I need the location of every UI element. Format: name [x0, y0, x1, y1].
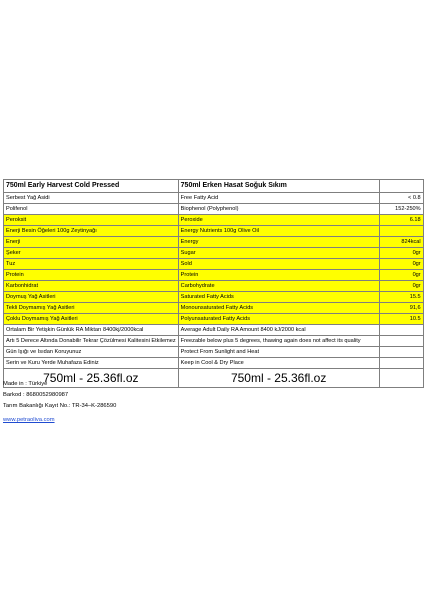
cell-english: Average Adult Daily RA Amount 8400 kJ/2000 kcal — [178, 325, 379, 336]
cell-value: 152-250% — [379, 204, 423, 215]
cell-english: Energy — [178, 237, 379, 248]
cell-turkish: Protein — [4, 270, 179, 281]
table-row — [4, 193, 424, 204]
cell-english: Keep in Cool & Dry Place — [178, 358, 379, 369]
cell-english: Freezable below plus 5 degrees, thawing again does not affect its quality — [178, 336, 379, 347]
cell-english: Saturated Fatty Acids — [178, 292, 379, 303]
table-row — [4, 226, 424, 237]
table-row — [4, 204, 424, 215]
table-row — [4, 270, 424, 281]
cell-turkish: Gün Işığı ve Isıdan Koruyunuz — [4, 347, 179, 358]
cell-english: Peroxide — [178, 215, 379, 226]
cell-value: 0gr — [379, 270, 423, 281]
cell-turkish: Doymuş Yağ Asitleri — [4, 292, 179, 303]
cell-english: Energy Nutrients 100g Olive Oil — [178, 226, 379, 237]
barcode-text: Barkod : 8680052980987 — [3, 392, 69, 398]
cell-english: Biophenol (Polyphenol) — [178, 204, 379, 215]
header-english: 750ml Erken Hasat Soğuk Sıkım — [178, 180, 379, 193]
cell-english: Protect From Sunlight and Heat — [178, 347, 379, 358]
cell-value: 15.5 — [379, 292, 423, 303]
table-row — [4, 336, 424, 347]
cell-turkish: Serbest Yağ Asidi — [4, 193, 179, 204]
cell-turkish: Tekli Doymamış Yağ Asitleri — [4, 303, 179, 314]
cell-turkish: Enerji Besin Öğeleri 100g Zeytinyağı — [4, 226, 179, 237]
table-row — [4, 281, 424, 292]
cell-turkish: Peroksit — [4, 215, 179, 226]
table-row — [4, 358, 424, 369]
header-value — [379, 180, 423, 193]
cell-value: 0gr — [379, 281, 423, 292]
cell-value — [379, 325, 423, 336]
table-row — [4, 347, 424, 358]
table-row — [4, 237, 424, 248]
table-row — [4, 248, 424, 259]
cell-value: 0gr — [379, 248, 423, 259]
volume-english: 750ml - 25.36fl.oz — [178, 369, 379, 388]
table-row — [4, 303, 424, 314]
cell-english: Free Fatty Acid — [178, 193, 379, 204]
registration-text: Tarım Bakanlığı Kayıt No.: TR-34–K-286590 — [3, 403, 117, 409]
cell-value: 91,6 — [379, 303, 423, 314]
cell-turkish: Enerji — [4, 237, 179, 248]
cell-english: Polyunsaturated Fatty Acids — [178, 314, 379, 325]
cell-english: Carbohydrate — [178, 281, 379, 292]
table-header-row — [4, 180, 424, 193]
cell-value — [379, 336, 423, 347]
cell-turkish: Karbonhidrat — [4, 281, 179, 292]
cell-value: 10.5 — [379, 314, 423, 325]
cell-value: < 0.8 — [379, 193, 423, 204]
cell-english: Protein — [178, 270, 379, 281]
cell-value — [379, 358, 423, 369]
table-row — [4, 325, 424, 336]
cell-turkish: Ortalam Bir Yetişkin Günlük RA Miktarı 8400kj/2000kcal — [4, 325, 179, 336]
volume-empty — [379, 369, 423, 388]
cell-turkish: Serin ve Kuru Yerde Muhafaza Ediniz — [4, 358, 179, 369]
table-row — [4, 215, 424, 226]
volume-turkish: 750ml - 25.36fl.oz — [4, 369, 179, 388]
cell-turkish: Tuz — [4, 259, 179, 270]
nutrition-table — [3, 179, 424, 388]
cell-value: 0gr — [379, 259, 423, 270]
table-row — [4, 314, 424, 325]
table-row — [4, 259, 424, 270]
cell-value — [379, 347, 423, 358]
cell-turkish: Artı 5 Derece Altında Donabilir Tekrar Çözülmesi Kalitesini Etkilemez — [4, 336, 179, 347]
cell-turkish: Çoklu Doymamış Yağ Asitleri — [4, 314, 179, 325]
cell-english: Sugar — [178, 248, 379, 259]
origin-text: Made in : Türkiye — [3, 381, 48, 387]
cell-turkish: Şeker — [4, 248, 179, 259]
cell-english: Sold — [178, 259, 379, 270]
cell-value — [379, 226, 423, 237]
cell-english: Monounsaturated Fatty Acids — [178, 303, 379, 314]
table-row — [4, 292, 424, 303]
header-turkish: 750ml Early Harvest Cold Pressed — [4, 180, 179, 193]
website-link[interactable]: www.petraoliva.com — [3, 417, 55, 423]
product-notes — [3, 379, 116, 426]
cell-value: 824kcal — [379, 237, 423, 248]
cell-value: 6.18 — [379, 215, 423, 226]
cell-turkish: Polifenol — [4, 204, 179, 215]
